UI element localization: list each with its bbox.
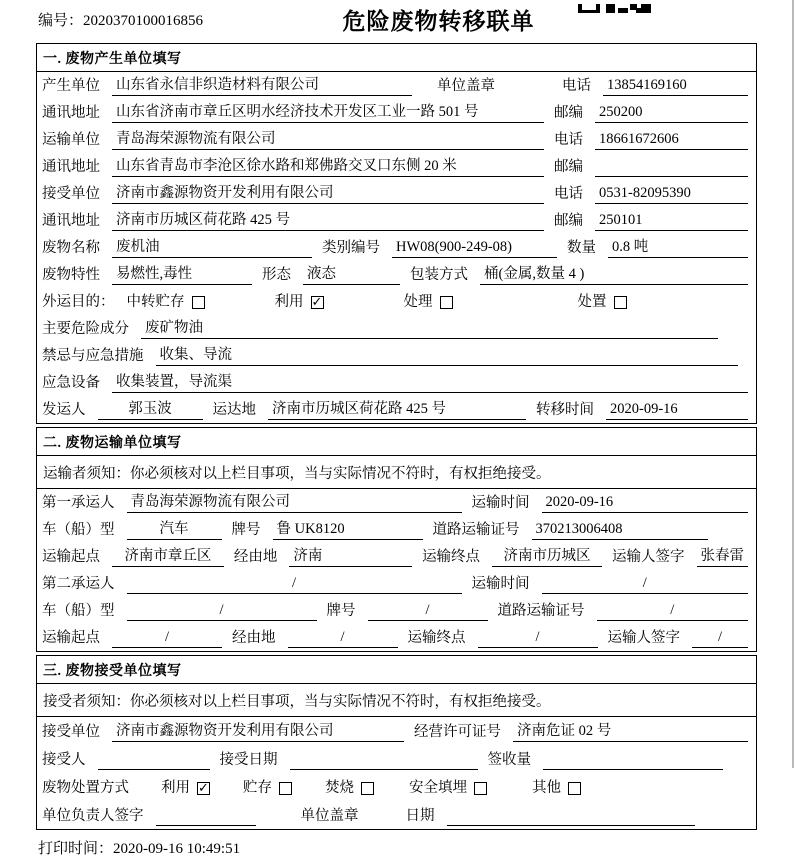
form-row: [37, 597, 756, 624]
spacer: [487, 797, 532, 798]
field-value[interactable]: 2020-09-16: [606, 400, 748, 420]
field-value[interactable]: [595, 158, 748, 177]
checkbox-label: 利用: [274, 294, 304, 310]
form-row: [37, 516, 756, 543]
field-label: 车（船）型: [42, 522, 115, 538]
checkbox-item[interactable]: [325, 779, 374, 798]
field-label: 日期: [405, 808, 435, 824]
field-value[interactable]: 0.8 吨: [608, 238, 748, 258]
field-label: 接受单位: [42, 724, 100, 740]
checkbox-item[interactable]: [578, 293, 627, 312]
spacer: [453, 311, 578, 312]
field-label: 电话: [554, 132, 583, 148]
field-value[interactable]: 250200: [595, 103, 748, 123]
print-time: [36, 837, 757, 858]
form-row: [37, 153, 756, 180]
field-label: 车（船）型: [42, 603, 115, 619]
form-row: [37, 180, 756, 207]
form-row: [37, 315, 756, 342]
spacer: [324, 311, 404, 312]
field-value[interactable]: [290, 751, 478, 770]
field-value[interactable]: /: [368, 601, 488, 621]
field-label: 转移时间: [536, 402, 594, 418]
form-row: [37, 396, 756, 423]
static-text: 单位盖章: [437, 78, 495, 94]
field-value[interactable]: 济南市历城区荷花路 425 号: [268, 400, 526, 420]
field-label: 经由地: [232, 630, 276, 646]
field-label: 通讯地址: [42, 213, 100, 229]
field-value[interactable]: 废矿物油: [141, 319, 718, 339]
field-label: 应急设备: [42, 375, 100, 391]
field-value[interactable]: 济南危证 02 号: [513, 722, 748, 742]
form-row: [37, 126, 756, 153]
field-value[interactable]: HW08(900-249-08): [392, 238, 557, 258]
checkbox-unchecked-icon[interactable]: [474, 782, 487, 795]
field-label: 运输终点: [422, 549, 481, 565]
field-label: 发运人: [42, 402, 86, 418]
field-value[interactable]: 济南市历城区: [492, 547, 602, 567]
field-value[interactable]: /: [127, 601, 317, 621]
field-label: 运输人签字: [607, 630, 680, 646]
checkbox-checked-icon[interactable]: [311, 296, 324, 309]
spacer: [205, 311, 275, 312]
field-value[interactable]: [98, 751, 210, 770]
checkbox-unchecked-icon[interactable]: [361, 782, 374, 795]
field-label: 类别编号: [322, 240, 380, 256]
field-value[interactable]: /: [597, 601, 749, 621]
section-title: 一. 废物产生单位填写: [37, 44, 756, 72]
section-1: [36, 43, 757, 424]
field-value[interactable]: [447, 807, 695, 826]
field-value[interactable]: /: [692, 628, 748, 648]
form-row: [37, 801, 756, 829]
field-label: 第二承运人: [42, 576, 115, 592]
field-label: 包装方式: [410, 267, 468, 283]
checkbox-label: 焚烧: [325, 780, 354, 796]
field-label: 道路运输证号: [497, 603, 585, 619]
field-value[interactable]: 济南市历城区荷花路 425 号: [112, 211, 544, 231]
section-title: 二. 废物运输单位填写: [37, 428, 756, 456]
checkbox-item[interactable]: [532, 779, 581, 798]
form-row: [37, 624, 756, 651]
checkbox-unchecked-icon[interactable]: [192, 296, 205, 309]
field-label: 废物特性: [42, 267, 100, 283]
checkbox-label: 贮存: [243, 780, 272, 796]
field-label: 运输终点: [407, 630, 466, 646]
form-row: [37, 72, 756, 99]
field-label: 接受人: [42, 752, 86, 768]
field-label: 经营许可证号: [414, 724, 501, 740]
field-value[interactable]: 鲁 UK8120: [273, 520, 423, 540]
field-value[interactable]: /: [288, 628, 398, 648]
field-label: 第一承运人: [42, 495, 115, 511]
field-value[interactable]: 2020-09-16: [542, 493, 749, 513]
field-label: 牌号: [231, 522, 261, 538]
field-label: 邮编: [554, 105, 583, 121]
field-value[interactable]: 济南市章丘区: [112, 547, 224, 567]
field-value[interactable]: 收集装置，导流渠: [112, 373, 748, 393]
field-value[interactable]: 济南: [289, 547, 412, 567]
checkbox-label: 其他: [532, 780, 561, 796]
checkbox-label: 安全填埋: [409, 780, 467, 796]
field-label: 数量: [567, 240, 596, 256]
notice-text: 接受者须知：你必须核对以上栏目事项，当与实际情况不符时，有权拒绝接受。: [37, 684, 756, 717]
form-row: [37, 99, 756, 126]
field-label: 邮编: [554, 159, 583, 175]
field-label: 废物处置方式: [42, 780, 129, 796]
field-value[interactable]: /: [127, 574, 462, 594]
field-value[interactable]: 桶(金属,数量 4 ): [480, 265, 748, 285]
page-right-edge: [792, 0, 794, 768]
form-row: [37, 717, 756, 745]
field-value[interactable]: 370213006408: [532, 520, 709, 540]
form-header: [36, 0, 757, 40]
field-label: 外运目的：: [42, 294, 115, 310]
print-time-label: 打印时间：: [38, 841, 114, 857]
field-label: 签收量: [487, 752, 531, 768]
checkbox-label: 中转贮存: [126, 294, 185, 310]
field-value[interactable]: /: [478, 628, 598, 648]
spacer: [210, 797, 243, 798]
serial-label: 编号：: [38, 13, 84, 29]
form-row: [37, 342, 756, 369]
field-label: 废物名称: [42, 240, 100, 256]
checkbox-label: 处理: [403, 294, 433, 310]
form-row: [37, 288, 756, 315]
form-row: [37, 745, 756, 773]
field-label: 经由地: [233, 549, 278, 565]
field-label: 运输单位: [42, 132, 100, 148]
field-value[interactable]: 18661672606: [595, 130, 748, 150]
field-label: 运输人签字: [612, 549, 685, 565]
field-value[interactable]: [543, 751, 723, 770]
form-row: [37, 489, 756, 516]
field-label: 道路运输证号: [432, 522, 520, 538]
field-value[interactable]: 济南市鑫源物资开发利用有限公司: [112, 722, 404, 742]
notice-text: 运输者须知：你必须核对以上栏目事项，当与实际情况不符时，有权拒绝接受。: [37, 456, 756, 489]
checkbox-item[interactable]: [161, 779, 210, 798]
checkbox-checked-icon[interactable]: [197, 782, 210, 795]
field-value[interactable]: 易燃性,毒性: [112, 265, 252, 285]
checkbox-label: 处置: [577, 294, 607, 310]
section-3: [36, 655, 757, 830]
waste-transfer-form: [36, 0, 757, 858]
field-label: 主要危险成分: [42, 321, 129, 337]
page-title: 危险废物转移联单: [342, 9, 535, 34]
field-label: 运输起点: [42, 630, 100, 646]
field-label: 运输时间: [471, 495, 530, 511]
field-value[interactable]: [156, 807, 256, 826]
serial-value: 2020370100016856: [83, 13, 204, 29]
checkbox-item[interactable]: [275, 293, 324, 312]
form-row: [37, 543, 756, 570]
form-row: [37, 207, 756, 234]
checkbox-unchecked-icon[interactable]: [614, 296, 627, 309]
form-row: [37, 261, 756, 288]
form-row: [37, 234, 756, 261]
section-title: 三. 废物接受单位填写: [37, 656, 756, 684]
field-value[interactable]: 0531-82095390: [595, 184, 748, 204]
field-value[interactable]: 液态: [303, 265, 400, 285]
field-label: 接受单位: [42, 186, 100, 202]
spacer: [374, 797, 409, 798]
field-label: 运输起点: [42, 549, 100, 565]
field-label: 通讯地址: [42, 105, 100, 121]
field-label: 邮编: [554, 213, 583, 229]
field-value[interactable]: /: [542, 574, 749, 594]
field-label: 电话: [562, 78, 591, 94]
field-label: 产生单位: [42, 78, 100, 94]
field-value[interactable]: 济南市鑫源物资开发利用有限公司: [112, 184, 544, 204]
field-label: 牌号: [326, 603, 356, 619]
field-value[interactable]: 张春雷: [697, 547, 749, 567]
qr-code-fragment-icon: [578, 0, 652, 18]
field-label: 运输时间: [471, 576, 530, 592]
field-label: 运达地: [212, 402, 256, 418]
checkbox-item[interactable]: [404, 293, 453, 312]
form-row: [37, 570, 756, 597]
checkbox-item[interactable]: [409, 779, 487, 798]
field-value[interactable]: 山东省济南市章丘区明水经济技术开发区工业一路 501 号: [112, 103, 544, 123]
field-value[interactable]: 郭玉波: [98, 400, 203, 420]
form-row: [37, 369, 756, 396]
checkbox-unchecked-icon[interactable]: [440, 296, 453, 309]
spacer: [292, 797, 325, 798]
field-label: 形态: [262, 267, 291, 283]
field-value[interactable]: 山东省青岛市李沧区徐水路和郑佛路交叉口东侧 20 米: [112, 157, 544, 177]
checkbox-unchecked-icon[interactable]: [279, 782, 292, 795]
form-row: [37, 773, 756, 801]
field-label: 禁忌与应急措施: [42, 348, 144, 364]
spacer: [141, 797, 161, 798]
field-value[interactable]: 青岛海荣源物流有限公司: [112, 130, 544, 150]
form-sections: [36, 43, 757, 830]
field-value[interactable]: 废机油: [112, 238, 312, 258]
static-text: 单位盖章: [300, 808, 359, 824]
field-value[interactable]: 山东省永信非织造材料有限公司: [112, 76, 412, 96]
field-value[interactable]: 250101: [595, 211, 748, 231]
checkbox-item[interactable]: [127, 293, 205, 312]
checkbox-item[interactable]: [243, 779, 292, 798]
field-value[interactable]: 汽车: [127, 520, 222, 540]
print-time-value: 2020-09-16 10:49:51: [113, 841, 241, 857]
field-label: 电话: [554, 186, 583, 202]
field-label: 通讯地址: [42, 159, 100, 175]
field-value[interactable]: 收集、导流: [156, 346, 739, 366]
field-value[interactable]: /: [112, 628, 222, 648]
serial-number: [38, 9, 203, 30]
field-label: 接受日期: [219, 752, 278, 768]
field-value[interactable]: 13854169160: [603, 76, 748, 96]
field-label: 单位负责人签字: [42, 808, 144, 824]
checkbox-unchecked-icon[interactable]: [568, 782, 581, 795]
checkbox-label: 利用: [161, 780, 190, 796]
field-value[interactable]: 青岛海荣源物流有限公司: [127, 493, 462, 513]
section-2: [36, 427, 757, 652]
